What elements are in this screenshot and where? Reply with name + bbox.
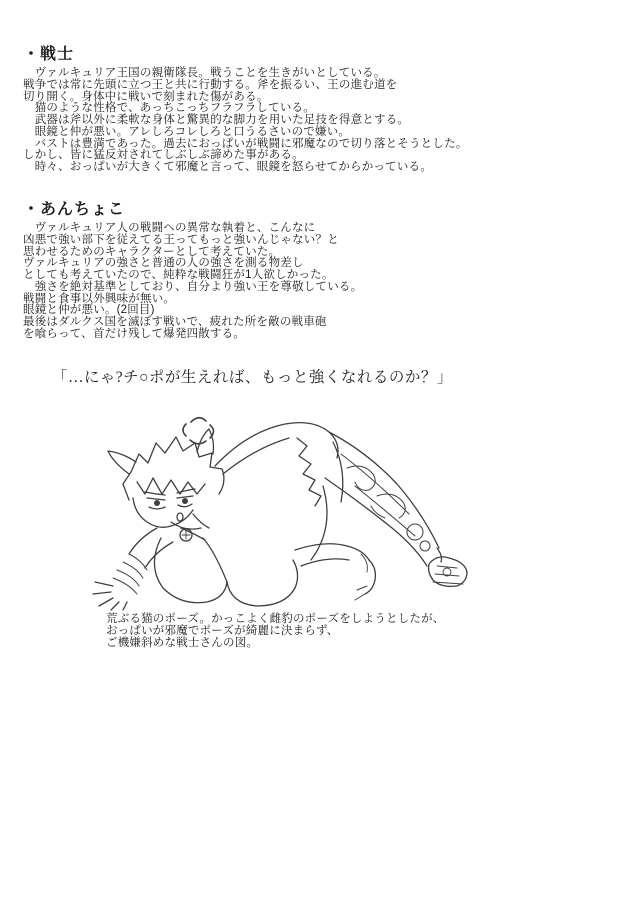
text-line: としても考えていたので、純粋な戦闘狂が1人欲しかった。 xyxy=(23,269,334,281)
text-line: を喰らって、首だけ残して爆発四散する。 xyxy=(23,327,246,340)
illustration-caption xyxy=(106,614,445,649)
character-quote: 「…にゃ?チ○ポが生えれば、もっと強くなれるのか？」 xyxy=(52,369,453,386)
text-line: バストは豊満であった。過去におっぱいが戦闘に邪魔なので切り落とそうとした。 xyxy=(23,137,468,150)
anger-mark-icon xyxy=(183,418,214,444)
gauntlet-arm xyxy=(93,528,173,610)
text-line: 猫のような性格で、あっちこっちフラフラしている。 xyxy=(23,102,315,115)
text-line: 時々、おっぱいが大きくて邪魔と言って、眼鏡を怒らせてからかっている。 xyxy=(23,161,432,173)
inner-thigh xyxy=(311,486,327,560)
hair-bangs xyxy=(137,478,205,494)
text-line: 戦闘と食事以外興味が無い。 xyxy=(23,292,176,305)
hair-outline xyxy=(123,437,224,500)
chest-top xyxy=(181,528,205,540)
breast-left xyxy=(154,538,227,603)
text-line: 強さを絶対基準としており、自分より強い王を尊敬している。 xyxy=(23,280,363,293)
cleavage xyxy=(203,538,227,582)
sandal-foot xyxy=(429,548,468,586)
dress-zigzag-trim xyxy=(297,438,321,506)
text-line: 最後はダルクス国を滅ぼす戦いで、疲れた所を敵の戦車砲 xyxy=(23,316,327,328)
back-curve xyxy=(215,423,338,466)
warrior-sketch-illustration xyxy=(85,410,505,614)
text-line: ヴァルキュリア人の戦闘への異常な執着と、こんなに xyxy=(23,222,316,234)
text-line: 戦争では常に先頭に立つ王と共に行動する。斧を振るい、王の進む道を xyxy=(23,78,398,91)
section-warrior-heading: ・戦士 xyxy=(23,46,75,63)
eyebrow-right xyxy=(177,489,195,493)
text-line: 思わせるためのキャラクターとして考えていた。 xyxy=(23,245,281,258)
caption-line: おっぱいが邪魔でポーズが綺麗に決まらず、 xyxy=(106,624,339,637)
leg-tattoo-swirls xyxy=(341,454,430,551)
mouth xyxy=(177,513,183,521)
text-line: 凶悪で強い部下を従えてる王ってもっと強いんじゃない？と xyxy=(23,233,339,246)
section-warrior-body xyxy=(23,68,467,174)
leg-underside xyxy=(325,478,427,566)
neck xyxy=(193,514,209,528)
section-anchoko-body xyxy=(23,223,362,341)
right-arm xyxy=(295,544,375,600)
dress-strap xyxy=(223,438,289,474)
text-line: 切り開く。身体中に戦いで刻まれた傷がある。 xyxy=(23,90,269,103)
breast-right xyxy=(227,560,298,606)
caption-line: ご機嫌斜めな戦士さんの図。 xyxy=(106,636,259,649)
pupil-left xyxy=(154,500,160,506)
text-line: しかし、皆に猛反対されてしぶしぶ諦めた事がある。 xyxy=(23,149,304,162)
section-warrior xyxy=(23,46,467,174)
text-line: 眼鏡と仲が悪い。アレしろコレしろと口うるさいので嫌い。 xyxy=(23,125,351,138)
text-line: 武器は斧以外に柔軟な身体と驚異的な脚力を用いた足技を得意とする。 xyxy=(23,114,410,126)
text-line: 眼鏡と仲が悪い。(2回目) xyxy=(23,304,155,317)
section-anchoko xyxy=(23,201,362,341)
necklace-chain xyxy=(171,522,201,529)
caption-line: 荒ぶる猫のポーズ。かっこよく雌豹のポーズをしようとしたが、 xyxy=(106,613,445,625)
text-line: ヴァルキュリアの強さと普通の人の強さを測る物差し xyxy=(23,257,304,270)
section-anchoko-heading: ・あんちょこ xyxy=(23,201,126,218)
pupil-right xyxy=(182,498,188,504)
text-line: ヴァルキュリア王国の親衛隊長。戦うことを生きがいとしている。 xyxy=(23,67,386,79)
